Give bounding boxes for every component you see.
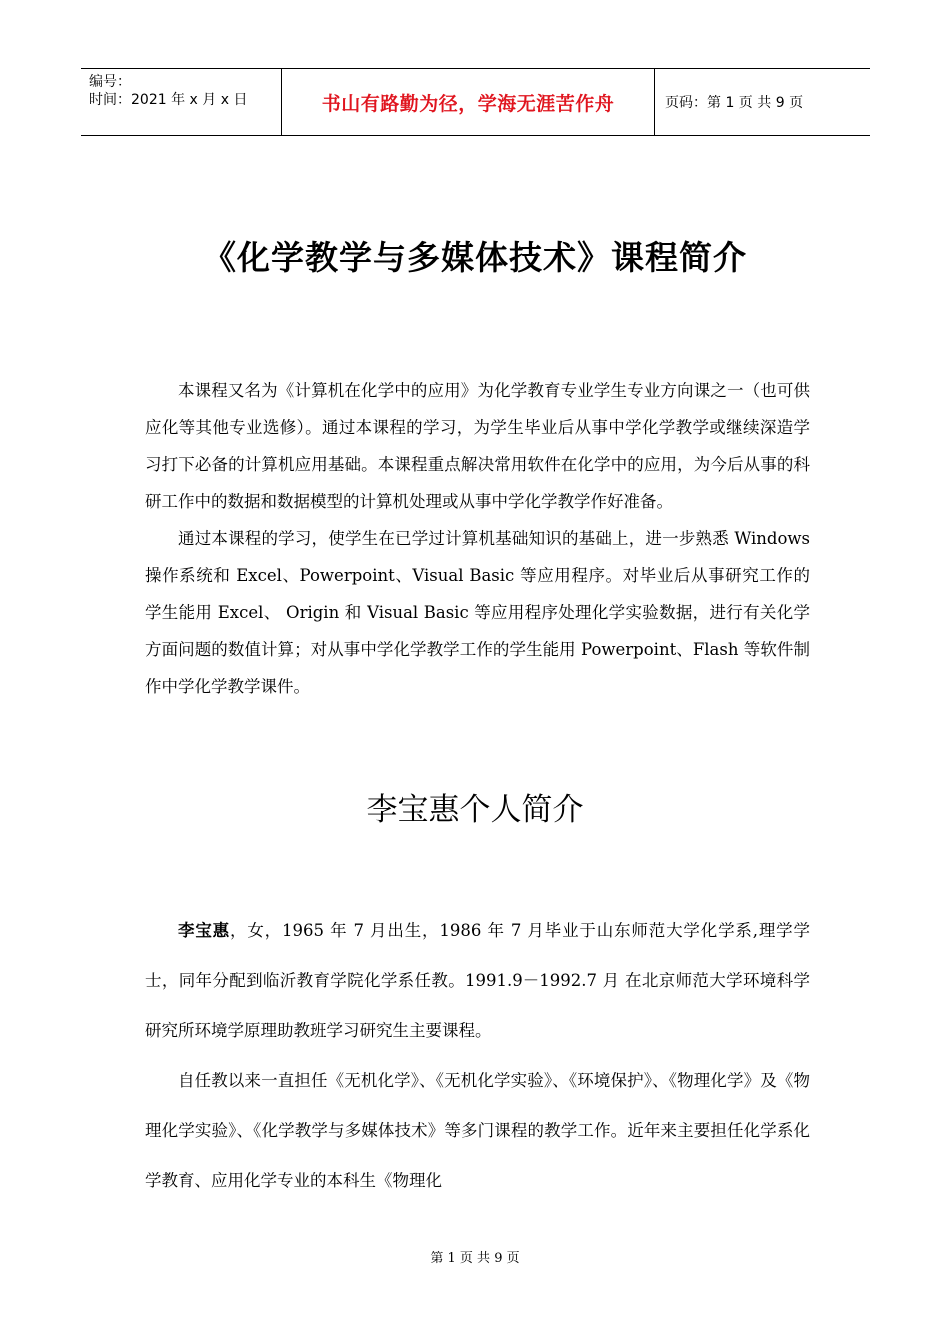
course-title: 《化学教学与多媒体技术》课程简介	[203, 238, 747, 277]
course-paragraph: 本课程又名为《计算机在化学中的应用》为化学教育专业学生专业方向课之一（也可供应化等其他专业选修）。通过本课程的学习，为学生毕业后从事中学化学教学或继续深造学习打下必备的计算机应用基础。本课程重点解决常用软件在化学中的应用，为今后从事的科研工作中的数据和数据模型的计算机处理或从事中学化学教学作好准备。	[145, 381, 810, 511]
course-intro	[145, 372, 810, 705]
profile-name: 李宝惠	[178, 921, 230, 940]
page-footer: 第 1 页 共 9 页	[430, 1251, 520, 1266]
motto: 书山有路勤为径，学海无涯苦作舟	[321, 92, 615, 115]
header-meta	[81, 69, 281, 135]
profile-paragraph-text: ，女，1965 年 7 月出生，1986 年 7 月毕业于山东师范大学化学系,理学学士，同年分配到临沂教育学院化学系任教。1991.9－1992.7 月 在北京师范大学环境科学研究所环境学原理助教班学习研究生主要课程。	[145, 921, 810, 1040]
page-info: 页码：第 1 页 共 9 页	[665, 95, 804, 111]
header-page-info-cell	[655, 69, 870, 135]
header-motto-cell	[281, 69, 655, 135]
header-table	[81, 68, 870, 136]
profile-paragraph: 自任教以来一直担任《无机化学》、《无机化学实验》、《环境保护》、《物理化学》及《物理化学实验》、《化学教学与多媒体技术》等多门课程的教学工作。近年来主要担任化学系化学教育、应用化学专业的本科生《物理化	[145, 1071, 810, 1190]
profile-body	[145, 906, 810, 1206]
profile-title: 李宝惠个人简介	[366, 792, 584, 828]
serial-label: 编号：	[89, 74, 131, 90]
profile-paragraph	[145, 906, 810, 1056]
course-paragraph: 通过本课程的学习，使学生在已学过计算机基础知识的基础上，进一步熟悉 Windows 操作系统和 Excel、Powerpoint、Visual Basic 等应用程序。对毕业后从事研究工作的学生能用 Excel、 Origin 和 Visual Basic 等应用程序处理化学实验数据，进行有关化学方面问题的数值计算；对从事中学化学教学工作的学生能用 Powerpoint、Flash 等软件制作中学化学教学课件。	[145, 529, 810, 696]
time-label: 时间：2021 年 x 月 x 日	[89, 92, 248, 108]
